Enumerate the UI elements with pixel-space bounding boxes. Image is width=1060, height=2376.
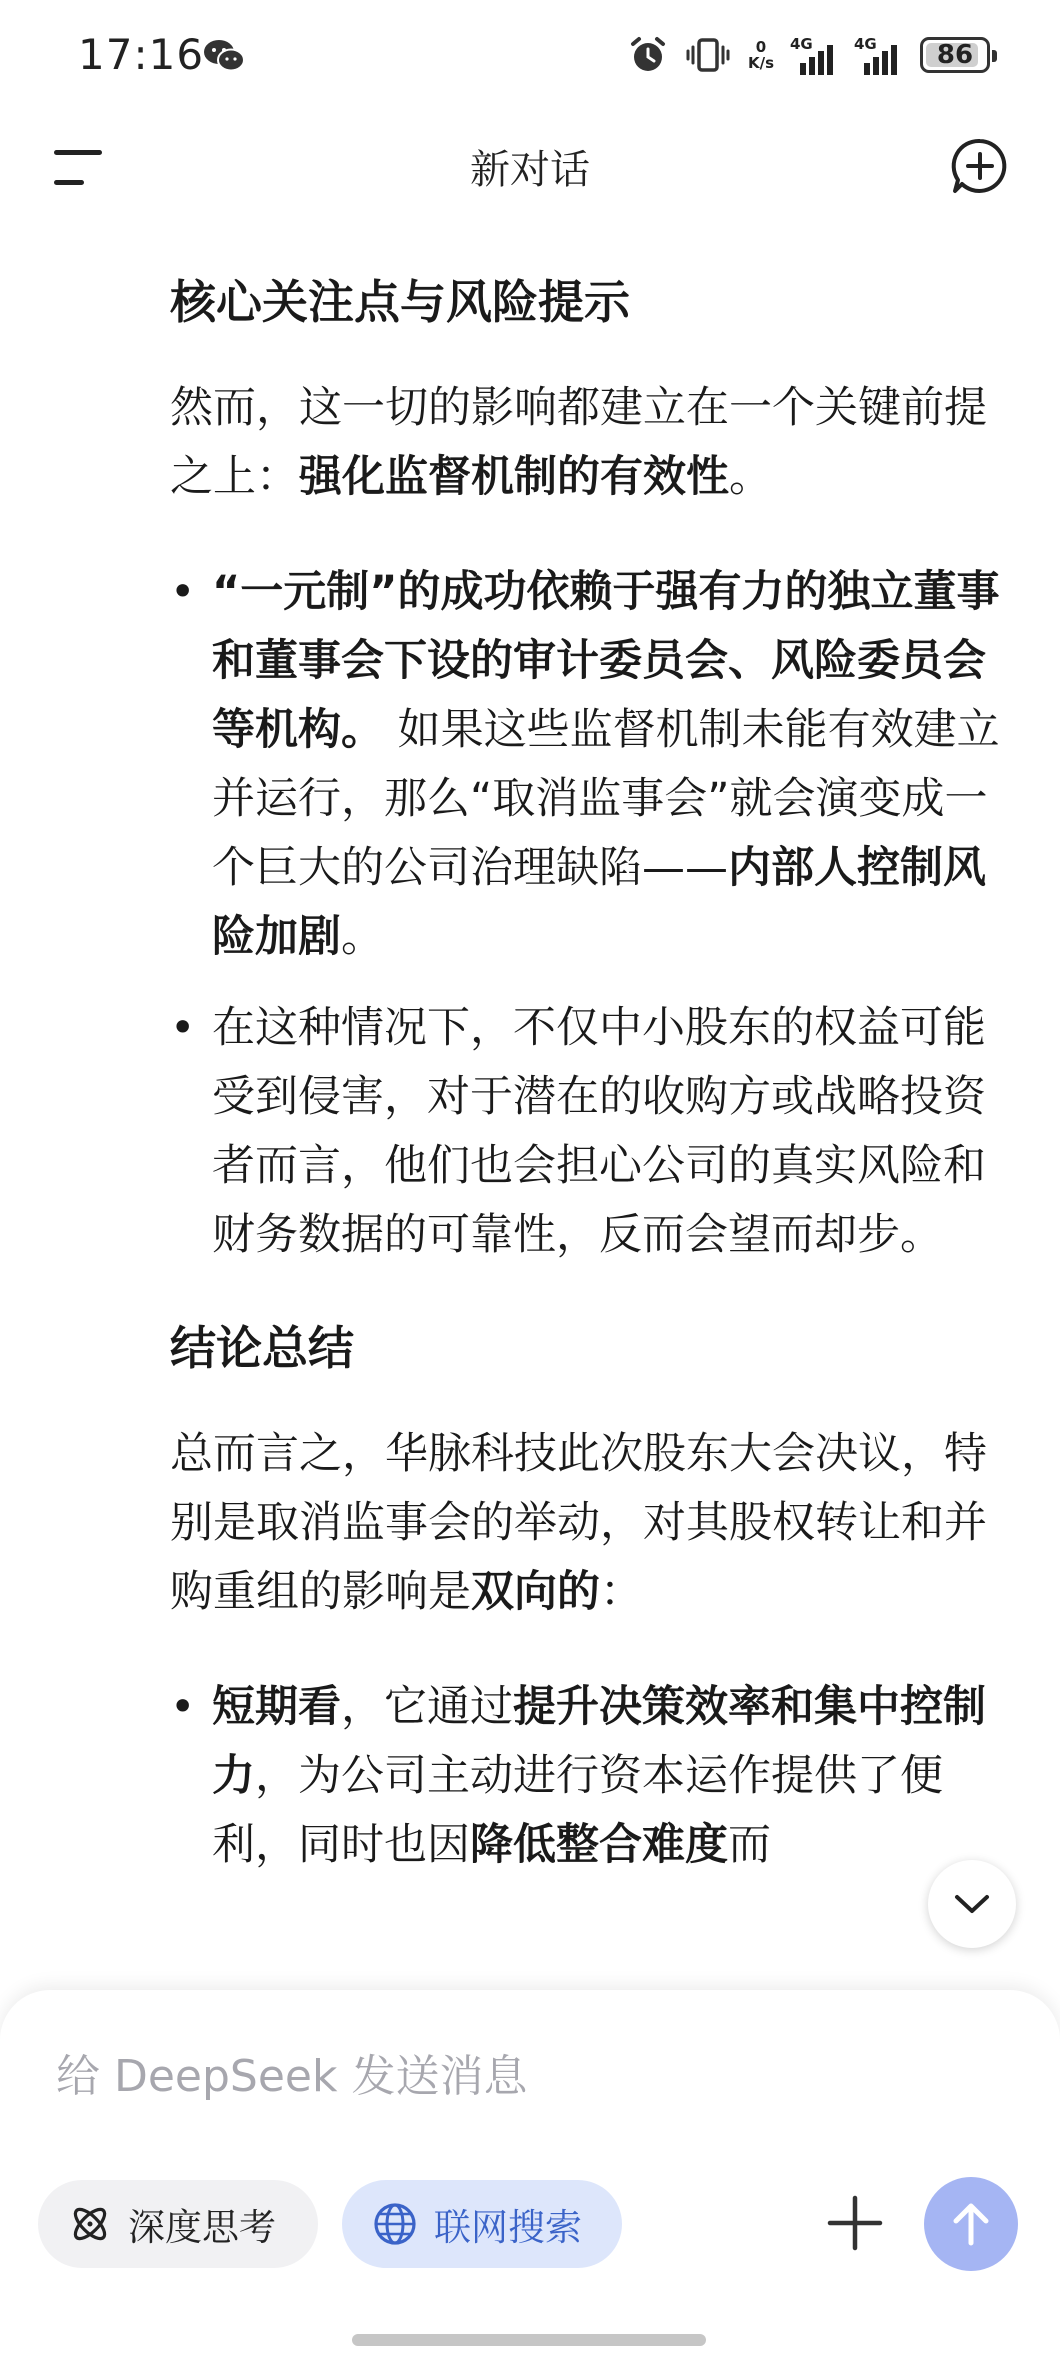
status-bar bbox=[0, 0, 1060, 110]
battery-icon bbox=[920, 37, 990, 73]
section-heading: 核心关注点与风险提示 bbox=[170, 275, 630, 329]
app-header bbox=[0, 110, 1060, 220]
message-content bbox=[170, 270, 1005, 1970]
signal-icon bbox=[792, 35, 838, 75]
signal-icon bbox=[856, 35, 902, 75]
scroll-to-bottom-button[interactable] bbox=[928, 1860, 1016, 1948]
send-arrow-icon bbox=[946, 2199, 996, 2249]
status-time: 17:16 bbox=[78, 30, 205, 79]
paragraph: 总而言之，华脉科技此次股东大会决议，特别是取消监事会的举动，对其股权转让和并购重组的影响是双向的： bbox=[170, 1429, 987, 1617]
plus-icon bbox=[820, 2188, 890, 2258]
sim1-label: 4G bbox=[790, 35, 813, 53]
new-chat-button[interactable] bbox=[950, 136, 1010, 196]
attach-button[interactable] bbox=[820, 2188, 890, 2258]
section-heading: 结论总结 bbox=[170, 1321, 354, 1375]
globe-icon bbox=[372, 2201, 418, 2247]
bullet-list bbox=[170, 1673, 1005, 1880]
deep-think-label: 深度思考 bbox=[128, 2206, 276, 2249]
atom-icon bbox=[68, 2202, 112, 2246]
new-chat-icon bbox=[950, 136, 1010, 196]
list-item: • 在这种情况下，不仅中小股东的权益可能受到侵害，对于潜在的收购方或战略投资者而言，他们也会担心公司的真实风险和财务数据的可靠性，反而会望而却步。 bbox=[170, 994, 1005, 1270]
wechat-icon bbox=[202, 38, 246, 74]
paragraph: 然而，这一切的影响都建立在一个关键前提之上：强化监督机制的有效性。 bbox=[170, 383, 987, 502]
vibrate-icon bbox=[686, 35, 730, 75]
battery-level: 86 bbox=[936, 40, 974, 70]
web-search-toggle[interactable] bbox=[342, 2180, 622, 2268]
sim2-label: 4G bbox=[854, 35, 877, 53]
list-item: • “一元制”的成功依赖于强有力的独立董事和董事会下设的审计委员会、风险委员会等机构。 如果这些监督机制未能有效建立并运行，那么“取消监事会”就会演变成一个巨大的公司治理缺陷——内部人控制风险加剧。 bbox=[170, 558, 1005, 972]
network-speed: 0 K/s bbox=[747, 38, 774, 72]
alarm-icon bbox=[628, 35, 668, 75]
web-search-label: 联网搜索 bbox=[434, 2206, 582, 2249]
status-icons bbox=[628, 30, 990, 80]
deep-think-toggle[interactable] bbox=[38, 2180, 318, 2268]
list-item: • 短期看，它通过提升决策效率和集中控制力，为公司主动进行资本运作提供了便利，同时也因降低整合难度而 bbox=[170, 1673, 1005, 1880]
page-title: 新对话 bbox=[470, 147, 590, 193]
home-indicator[interactable] bbox=[352, 2334, 706, 2346]
message-composer bbox=[0, 1990, 1060, 2376]
message-input[interactable]: 给 DeepSeek 发送消息 bbox=[56, 2051, 528, 2102]
bullet-list bbox=[170, 558, 1005, 1270]
chevron-down-icon bbox=[952, 1892, 992, 1916]
send-button[interactable] bbox=[924, 2177, 1018, 2271]
